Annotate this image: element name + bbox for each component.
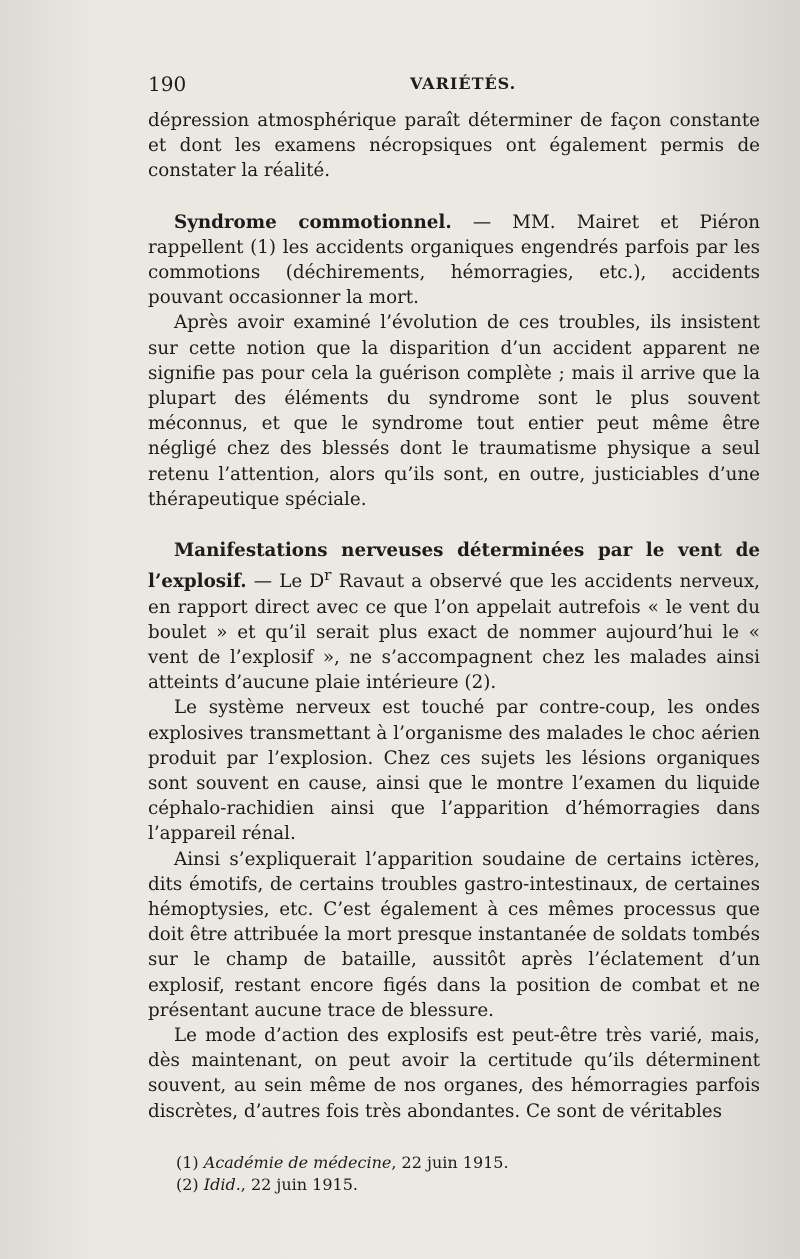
footnote-source: Idid.	[203, 1175, 241, 1194]
running-head: VARIÉTÉS.	[410, 74, 517, 93]
footnote-2	[176, 1174, 736, 1196]
superscript: r	[324, 566, 332, 585]
page-header	[148, 72, 758, 102]
paragraph: Ainsi s’expliquerait l’apparition soudaine de certains ictères, dits émotifs, de certains troubles gastro-intestinaux, de certaines hémoptysies, etc. C’est également à ces mêmes processus que doit être attribuée la mort presque instantanée de soldats tombés sur le champ de bataille, aussitôt après l’éclatement d’un explosif, restant encore figés dans la position de combat et ne présentant aucune trace de blessure.	[148, 848, 760, 1021]
section-heading: Syndrome commotionnel.	[174, 211, 452, 233]
footnote-source: Académie de médecine	[203, 1153, 392, 1172]
footnote-number: (2)	[176, 1175, 199, 1194]
footnote-1	[176, 1152, 736, 1174]
body-text	[148, 108, 760, 1124]
footnote-date: , 22 juin 1915.	[391, 1153, 509, 1172]
section-manifestations-nerveuses	[148, 538, 760, 695]
paragraph: Après avoir examiné l’évolution de ces troubles, ils insistent sur cette notion que la disparition d’un accident apparent ne signifie pas pour cela la guérison complète ; mais il arrive que la plupart des éléments du syndrome sont le plus souvent méconnus, et que le syndrome tout entier peut même être négligé chez des blessés dont le traumatisme physique a seul retenu l’attention, alors qu’ils sont, en outre, justiciables d’une thérapeutique spéciale.	[148, 312, 760, 510]
section-text: Ravaut a observé que les accidents nerveux, en rapport direct avec ce que l’on appelait autrefois « le vent du boulet » et qu’il serait plus exact de nommer aujourd’hui le « vent de l’explosif », ne s’accompagnent chez les malades ainsi atteints d’aucune plaie intérieure (2).	[148, 571, 760, 694]
section-text: — Le D	[246, 571, 325, 593]
footnote-date: , 22 juin 1915.	[240, 1175, 358, 1194]
section-text: — MM. Mairet et Piéron rappellent (1) les accidents organiques engendrés parfois par les commotions (déchirements, hémorragies, etc.), accidents pouvant occasionner la mort.	[148, 211, 761, 309]
footnote-number: (1)	[176, 1153, 199, 1172]
section-heading: Manifestations nerveuses déterminées par le vent de l’explosif.	[148, 540, 760, 593]
paragraph: Le système nerveux est touché par contre-coup, les ondes explosives transmettant à l’organisme des malades le choc aérien produit par l’explosion. Chez ces sujets les lésions organiques sont souvent en cause, ainsi que le montre l’examen du liquide céphalo-rachidien ainsi que l’apparition d’hémorragies dans l’appareil rénal.	[148, 697, 760, 845]
section-syndrome-commotionnel	[148, 210, 760, 311]
paragraph-continuation: dépression atmosphérique paraît déterminer de façon constante et dont les examens nécropsiques ont également permis de constater la réalité.	[148, 110, 760, 182]
page-number: 190	[148, 72, 187, 96]
footnotes	[176, 1152, 736, 1196]
paragraph: Le mode d’action des explosifs est peut-être très varié, mais, dès maintenant, on peut avoir la certitude qu’ils déterminent souvent, au sein même de nos organes, des hémorragies parfois discrètes, d’autres fois très abondantes. Ce sont de véritables	[148, 1025, 760, 1122]
